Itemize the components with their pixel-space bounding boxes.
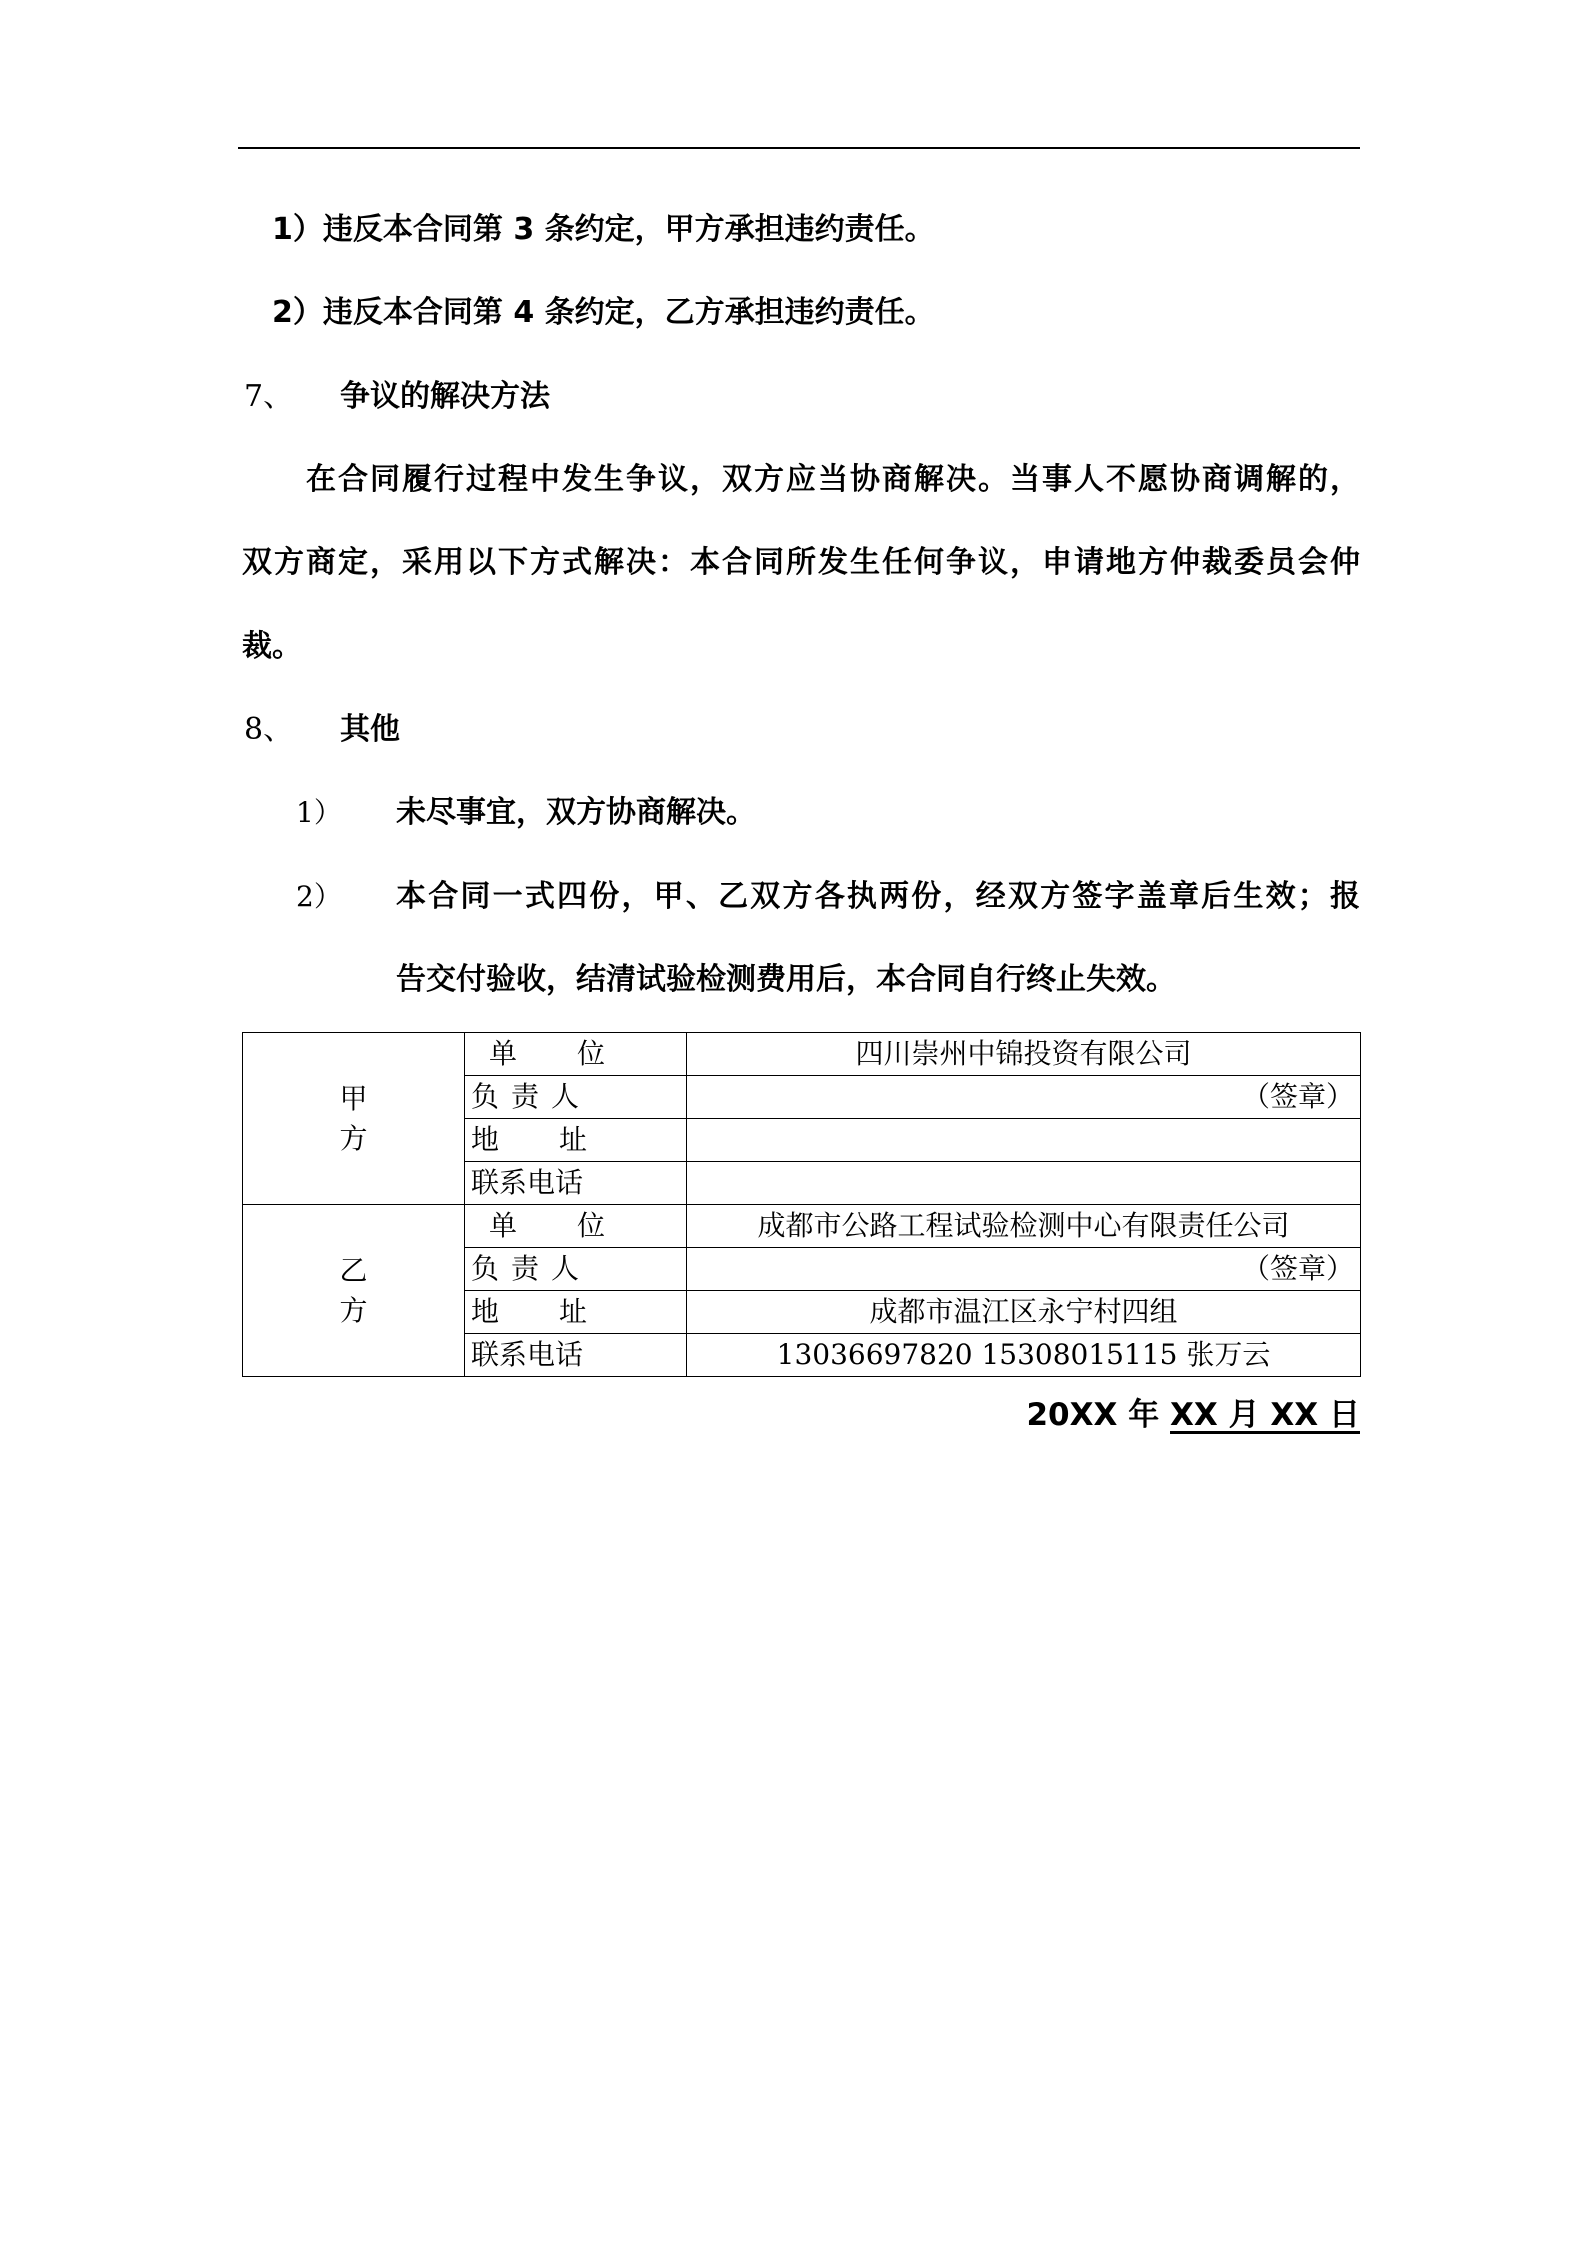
section-8-item-2-line-2: 告交付验收，结清试验检测费用后，本合同自行终止失效。 <box>396 962 1176 997</box>
party-b-address-label <box>465 1291 687 1334</box>
signing-date <box>1026 1395 1360 1435</box>
party-b-address-value: 成都市温江区永宁村四组 <box>687 1291 1361 1334</box>
party-b-person-label <box>465 1248 687 1291</box>
party-b-unit-label <box>465 1205 687 1248</box>
date-year: 20XX 年 <box>1026 1397 1160 1433</box>
party-a-address-value <box>687 1119 1361 1162</box>
party-b-unit-value: 成都市公路工程试验检测中心有限责任公司 <box>687 1205 1361 1248</box>
party-a-address-label <box>465 1119 687 1162</box>
section-8-number: 8、 <box>244 712 294 747</box>
person-label-text: 负责人 <box>471 1252 592 1285</box>
party-a-unit-value: 四川崇州中锦投资有限公司 <box>687 1033 1361 1076</box>
section-8-item-1-text: 未尽事宜，双方协商解决。 <box>396 795 756 830</box>
section-8-item-2-line-1: 本合同一式四份，甲、乙双方各执两份，经双方签字盖章后生效；报 <box>396 879 1360 914</box>
party-a-phone-label: 联系电话 <box>465 1162 687 1205</box>
party-b-phone-label: 联系电话 <box>465 1334 687 1377</box>
clause-item-2: 2）违反本合同第 4 条约定，乙方承担违约责任。 <box>272 295 935 330</box>
party-a-unit-row <box>243 1033 1361 1076</box>
party-b-char-1: 乙 <box>339 1253 368 1287</box>
party-b-cell <box>243 1205 465 1377</box>
section-8-item-1-number: 1） <box>296 796 342 829</box>
party-a-person-label <box>465 1076 687 1119</box>
section-7-title: 争议的解决方法 <box>340 379 550 414</box>
unit-label-text: 单位 <box>489 1209 666 1242</box>
party-a-cell <box>243 1033 465 1205</box>
person-label-text: 负责人 <box>471 1080 592 1113</box>
section-7-paragraph-line-3: 裁。 <box>242 629 302 664</box>
address-label-text: 地址 <box>471 1123 648 1156</box>
section-7-paragraph-line-1: 在合同履行过程中发生争议，双方应当协商解决。当事人不愿协商调解的， <box>306 462 1360 497</box>
section-7-number: 7、 <box>244 379 294 414</box>
party-a-char-2: 方 <box>339 1121 368 1155</box>
party-b-unit-row <box>243 1205 1361 1248</box>
party-a-phone-value <box>687 1162 1361 1205</box>
section-8-item-2-number: 2） <box>296 880 342 913</box>
clause-item-1: 1）违反本合同第 3 条约定，甲方承担违约责任。 <box>272 212 935 247</box>
party-a-char-1: 甲 <box>339 1081 368 1115</box>
header-rule <box>238 147 1360 149</box>
party-b-person-value: （签章） <box>687 1248 1361 1291</box>
party-a-person-value: （签章） <box>687 1076 1361 1119</box>
party-a-unit-label <box>465 1033 687 1076</box>
section-8-title: 其他 <box>340 712 400 747</box>
signature-table <box>242 1032 1361 1377</box>
party-b-phone-value: 13036697820 15308015115 张万云 <box>687 1334 1361 1377</box>
section-7-paragraph-line-2: 双方商定，采用以下方式解决：本合同所发生任何争议，申请地方仲裁委员会仲 <box>242 545 1360 580</box>
address-label-text: 地址 <box>471 1295 648 1328</box>
unit-label-text: 单位 <box>489 1037 666 1070</box>
date-month-day: XX 月 XX 日 <box>1170 1397 1360 1433</box>
party-b-char-2: 方 <box>339 1293 368 1327</box>
